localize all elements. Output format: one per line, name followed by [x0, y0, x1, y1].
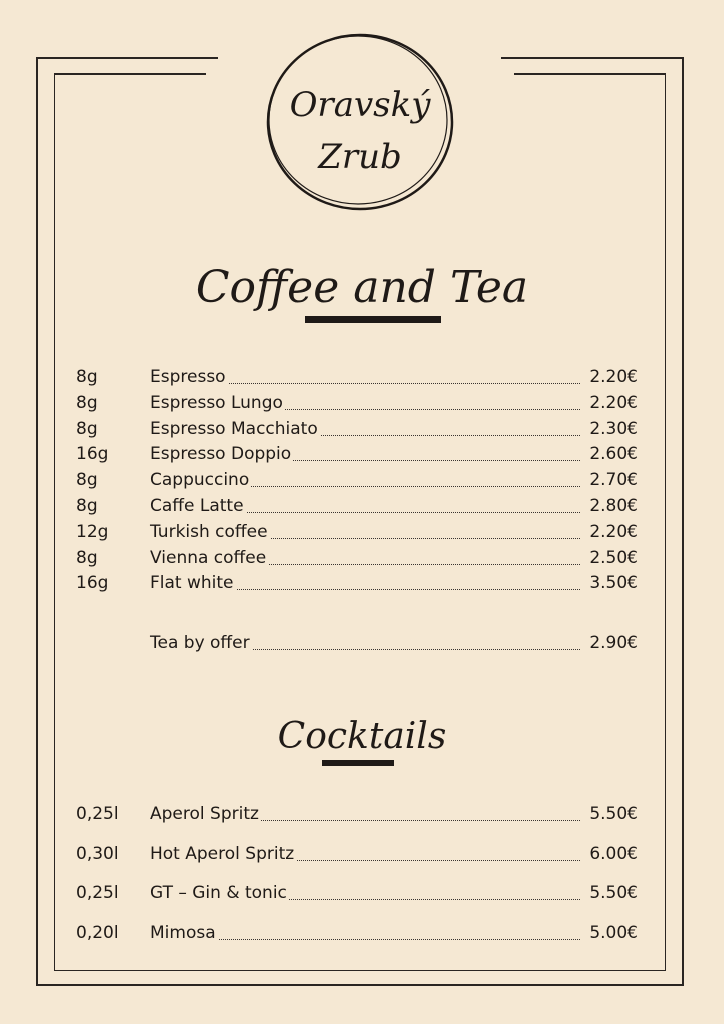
item-name: Espresso Lungo: [150, 392, 283, 413]
item-price: 2.50€: [589, 547, 638, 568]
menu-item: [76, 419, 638, 441]
item-quantity: 8g: [76, 470, 98, 491]
coffee-section-title: Coffee and Tea: [195, 262, 529, 313]
menu-item: [76, 844, 638, 866]
menu-item: [76, 522, 638, 544]
item-price: 5.00€: [589, 922, 638, 943]
tea-menu-item: [76, 633, 638, 655]
item-price: 2.90€: [589, 633, 638, 653]
item-quantity: 8g: [76, 547, 98, 568]
item-price: 2.30€: [589, 418, 638, 439]
inner-frame-top-right: [514, 73, 666, 75]
item-quantity: 0,20l: [76, 922, 119, 943]
svg-text:Oravský: Oravský: [289, 85, 431, 125]
item-price: 6.00€: [589, 843, 638, 864]
item-price: 3.50€: [589, 573, 638, 594]
item-name: Tea by offer: [150, 633, 250, 653]
menu-item: [76, 367, 638, 389]
item-name: Espresso: [150, 367, 226, 387]
brand-logo: [262, 28, 458, 214]
item-name: Flat white: [150, 573, 234, 594]
item-quantity: 12g: [76, 521, 109, 542]
item-name: Espresso Macchiato: [150, 418, 318, 439]
item-price: 5.50€: [589, 883, 638, 903]
cocktails-title-underline: [322, 760, 394, 766]
menu-item: [76, 393, 638, 415]
coffee-title-underline: [305, 316, 441, 323]
menu-item: [76, 804, 638, 826]
item-quantity: 16g: [76, 444, 109, 465]
outer-frame-top-left: [36, 57, 218, 59]
cocktails-section-title: Cocktails: [277, 716, 447, 757]
svg-text:Zrub: Zrub: [318, 137, 402, 177]
item-price: 2.20€: [589, 367, 638, 387]
menu-item: [76, 883, 638, 905]
item-name: Mimosa: [150, 922, 216, 943]
item-quantity: 16g: [76, 573, 109, 594]
item-quantity: 0,25l: [76, 883, 119, 903]
menu-item: [76, 573, 638, 595]
item-name: Vienna coffee: [150, 547, 267, 568]
menu-item: [76, 496, 638, 518]
outer-frame-top-right: [501, 57, 684, 59]
item-quantity: 8g: [76, 418, 98, 439]
item-quantity: 8g: [76, 496, 98, 516]
item-price: 2.60€: [589, 444, 638, 465]
item-price: 5.50€: [589, 804, 638, 824]
item-name: Caffe Latte: [150, 496, 244, 516]
item-name: Cappuccino: [150, 470, 250, 491]
item-price: 2.20€: [589, 521, 638, 542]
menu-item: [76, 444, 638, 466]
item-name: Aperol Spritz: [150, 804, 259, 824]
item-name: Hot Aperol Spritz: [150, 843, 295, 864]
item-name: Turkish coffee: [150, 521, 268, 542]
menu-item: [76, 923, 638, 945]
menu-item: [76, 470, 638, 492]
item-quantity: 0,30l: [76, 843, 119, 864]
item-name: GT – Gin & tonic: [150, 883, 287, 903]
item-name: Espresso Doppio: [150, 444, 292, 465]
item-quantity: 0,25l: [76, 804, 119, 824]
inner-frame-top-left: [54, 73, 206, 75]
menu-item: [76, 548, 638, 570]
item-quantity: 8g: [76, 392, 98, 413]
item-price: 2.20€: [589, 392, 638, 413]
item-price: 2.80€: [589, 496, 638, 516]
item-quantity: 8g: [76, 367, 98, 387]
item-price: 2.70€: [589, 470, 638, 491]
